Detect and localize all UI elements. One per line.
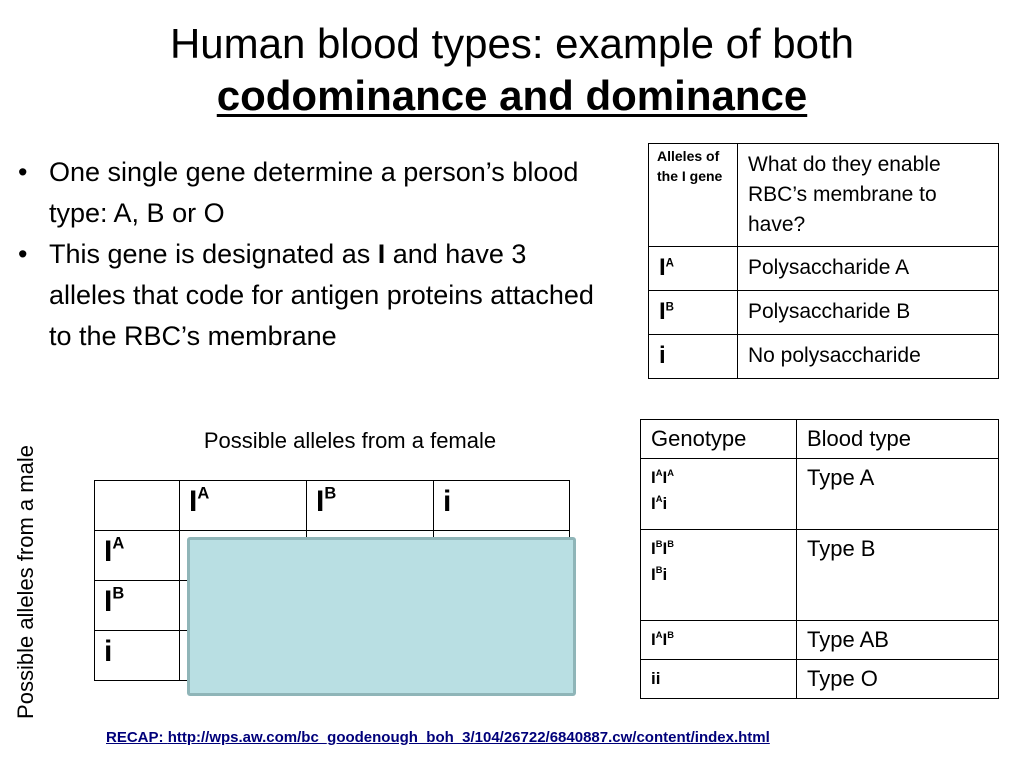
allele-table (648, 143, 999, 379)
allele-base: I (651, 468, 656, 487)
blood-type-cell: Type AB (797, 621, 999, 660)
allele-result-cell: Polysaccharide A (738, 247, 999, 291)
blood-type-cell: Type B (797, 530, 999, 621)
allele-base: i (104, 635, 113, 668)
allele-sup: B (667, 539, 674, 549)
genotype (651, 627, 786, 653)
bullet-list (18, 152, 608, 357)
genotype-cell (641, 660, 797, 699)
blood-type-cell: Type A (797, 459, 999, 530)
table-row (649, 247, 999, 291)
genotype (651, 666, 786, 692)
male-alleles-label (6, 423, 46, 740)
gene-symbol: I (377, 239, 386, 269)
table-row (649, 291, 999, 335)
genotype (651, 562, 786, 588)
male-alleles-label-text: Possible alleles from a male (13, 444, 38, 719)
table-row (641, 660, 999, 699)
allele-sup: A (655, 630, 663, 640)
allele-base: I (651, 494, 656, 513)
table-row (641, 621, 999, 660)
genotype (651, 536, 786, 562)
bullet-text: One single gene determine a person’s blood type: A, B or O (49, 157, 579, 228)
allele-sup: B (667, 630, 674, 640)
allele-base: I (651, 565, 656, 584)
allele-base: I (659, 254, 666, 281)
bullet-dot-icon: • (18, 157, 28, 187)
table-row (641, 459, 999, 530)
allele-result-cell: Polysaccharide B (738, 291, 999, 335)
allele-base: i (659, 342, 666, 369)
genotype-table (640, 419, 999, 699)
allele-base: i (662, 565, 668, 584)
male-allele-cell (95, 581, 180, 631)
table-row (641, 420, 999, 459)
table-row (641, 530, 999, 621)
table-row (649, 144, 999, 247)
blood-type-cell: Type O (797, 660, 999, 699)
slide-title (0, 18, 1024, 122)
allele-sup: B (324, 484, 337, 503)
allele-base: I (651, 630, 656, 649)
allele-base: I (662, 539, 668, 558)
allele-sup: A (665, 257, 675, 270)
allele-base: i (655, 669, 661, 688)
allele-sup: A (112, 534, 125, 553)
allele-cell (649, 247, 738, 291)
genotype-header-cell: Genotype (641, 420, 797, 459)
bullet-item (18, 152, 608, 234)
blood-type-header-cell: Blood type (797, 420, 999, 459)
allele-sup: B (112, 584, 125, 603)
bullet-dot-icon: • (18, 239, 28, 269)
recap-label: RECAP: (106, 729, 164, 746)
allele-base: I (659, 298, 666, 325)
genotype-cell (641, 530, 797, 621)
allele-base: I (104, 535, 113, 568)
male-allele-cell (95, 531, 180, 581)
allele-sup: A (655, 494, 663, 504)
enable-header-cell: What do they enable RBC’s membrane to have? (738, 144, 999, 247)
corner-cell (95, 481, 180, 531)
genotype-cell (641, 621, 797, 660)
title-line-2: codominance and dominance (216, 72, 808, 119)
allele-cell (649, 291, 738, 335)
allele-result-cell: No polysaccharide (738, 335, 999, 379)
allele-sup: A (197, 484, 210, 503)
allele-sup: A (667, 468, 674, 478)
answer-cover-box[interactable] (187, 537, 576, 696)
allele-header-cell: Alleles of the I gene (649, 144, 738, 247)
bullet-item (18, 234, 608, 357)
allele-cell (649, 335, 738, 379)
allele-sup: B (665, 301, 675, 314)
allele-base: I (651, 539, 656, 558)
recap-url[interactable]: http://wps.aw.com/bc_goodenough_boh_3/104/26722/6840887.cw/content/index.html (167, 729, 770, 746)
table-row (649, 335, 999, 379)
allele-sup: B (655, 565, 663, 575)
female-alleles-label: Possible alleles from a female (203, 428, 497, 453)
female-allele-cell (180, 481, 307, 531)
recap-link[interactable] (106, 729, 770, 746)
bullet-text-pre: This gene is designated as (49, 239, 378, 269)
genotype (651, 491, 786, 517)
allele-base: I (189, 485, 198, 518)
allele-base: i (443, 485, 452, 518)
genotype-cell (641, 459, 797, 530)
genotype (651, 465, 786, 491)
allele-base: i (662, 494, 668, 513)
female-allele-cell (307, 481, 434, 531)
allele-base: I (104, 585, 113, 618)
allele-sup: B (655, 539, 663, 549)
allele-base: I (662, 630, 668, 649)
bullet-text-post: and have 3 alleles that code for antigen proteins attached to the RBC’s membrane (49, 239, 594, 351)
female-allele-cell (434, 481, 570, 531)
title-line-1: Human blood types: example of both (169, 20, 855, 67)
allele-base: I (662, 468, 668, 487)
allele-sup: A (655, 468, 663, 478)
allele-base: I (316, 485, 325, 518)
table-row (95, 481, 570, 531)
allele-base: i (651, 669, 656, 688)
male-allele-cell (95, 631, 180, 681)
